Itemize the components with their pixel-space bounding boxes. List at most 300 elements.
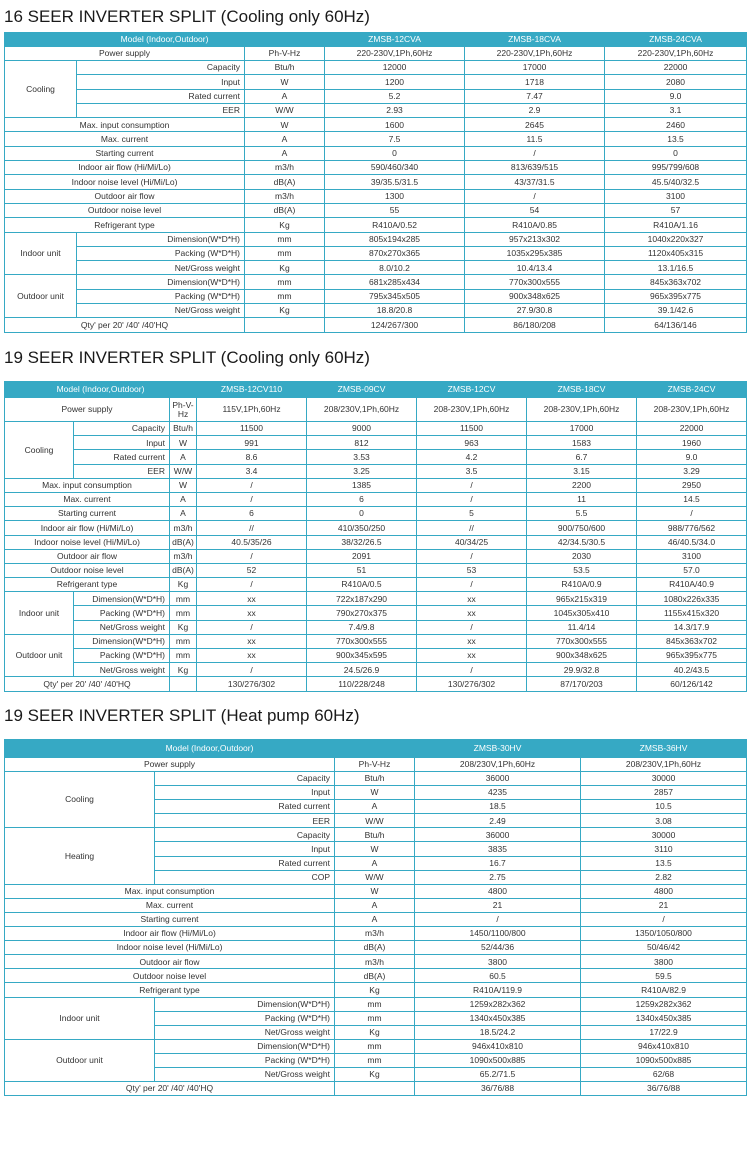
row-value: 1600 (325, 118, 465, 132)
row-value: / (417, 492, 527, 506)
row-value: 965x395x775 (637, 649, 747, 663)
row-unit: W/W (245, 103, 325, 117)
row-value: / (417, 549, 527, 563)
row-value: 2.93 (325, 103, 465, 117)
row-value: xx (197, 592, 307, 606)
row-value: 4235 (415, 786, 581, 800)
table-header-row (5, 33, 747, 47)
row-label: Outdoor air flow (5, 189, 245, 203)
table-row (5, 677, 747, 691)
row-unit: m3/h (245, 161, 325, 175)
row-value: 965x215x319 (527, 592, 637, 606)
row-label: Max. current (5, 492, 170, 506)
row-value: 2200 (527, 478, 637, 492)
row-value: 0 (307, 507, 417, 521)
row-value: / (197, 620, 307, 634)
row-unit: Btu/h (245, 61, 325, 75)
row-value: 208/230V,1Ph,60Hz (307, 398, 417, 422)
table-row (5, 758, 747, 772)
header-model-name: ZMSB-09CV (307, 382, 417, 398)
row-unit: A (335, 912, 415, 926)
section-title-19-seer-heat-pump: 19 SEER INVERTER SPLIT (Heat pump 60Hz) (4, 706, 360, 725)
table-row (5, 578, 747, 592)
row-value: 1340x450x385 (415, 1011, 581, 1025)
row-value: xx (197, 606, 307, 620)
header-model-name: ZMSB-18CVA (465, 33, 605, 47)
row-unit: m3/h (170, 549, 197, 563)
row-label: Qty' per 20' /40' /40'HQ (5, 318, 245, 332)
row-unit: A (170, 507, 197, 521)
row-unit: W (335, 786, 415, 800)
row-label: Max. current (5, 898, 335, 912)
row-value: 1080x226x335 (637, 592, 747, 606)
row-value: 60.5 (415, 969, 581, 983)
row-value: 7.47 (465, 89, 605, 103)
row-value: 18.5/24.2 (415, 1025, 581, 1039)
row-group-label: Cooling (5, 772, 155, 828)
row-value: 22000 (605, 61, 747, 75)
row-unit: A (335, 898, 415, 912)
section-title-16-seer-cooling: 16 SEER INVERTER SPLIT (Cooling only 60Hz) (4, 7, 370, 26)
row-label: Packing (W*D*H) (77, 289, 245, 303)
row-label: Outdoor air flow (5, 549, 170, 563)
header-model-name: ZMSB-18CV (527, 382, 637, 398)
row-group-label: Heating (5, 828, 155, 884)
row-group-label: Outdoor unit (5, 275, 77, 318)
table-row (5, 663, 747, 677)
row-value: 2.49 (415, 814, 581, 828)
row-label: Indoor air flow (Hi/Mi/Lo) (5, 521, 170, 535)
row-value: / (417, 478, 527, 492)
row-label: Packing (W*D*H) (155, 1053, 335, 1067)
row-value: 59.5 (581, 969, 747, 983)
table-row (5, 997, 747, 1011)
row-value: 946x410x810 (415, 1039, 581, 1053)
row-unit: dB(A) (245, 175, 325, 189)
row-value: 36000 (415, 828, 581, 842)
row-value: 2950 (637, 478, 747, 492)
row-label: Dimension(W*D*H) (74, 634, 170, 648)
row-value: xx (417, 649, 527, 663)
row-group-label: Indoor unit (5, 997, 155, 1039)
row-label: Refrigerant type (5, 218, 245, 232)
row-value: R410A/0.5 (307, 578, 417, 592)
row-value: 3100 (605, 189, 747, 203)
row-value: 590/460/340 (325, 161, 465, 175)
row-value: 1583 (527, 436, 637, 450)
row-label: Rated current (155, 856, 335, 870)
row-value: R410A/1.16 (605, 218, 747, 232)
row-label: Starting current (5, 507, 170, 521)
row-value: 1385 (307, 478, 417, 492)
row-unit: mm (245, 275, 325, 289)
row-value: 1155x415x320 (637, 606, 747, 620)
row-value: 3.08 (581, 814, 747, 828)
table-row (5, 606, 747, 620)
row-label: Indoor noise level (Hi/Mi/Lo) (5, 175, 245, 189)
row-value: 3.15 (527, 464, 637, 478)
row-value: 115V,1Ph,60Hz (197, 398, 307, 422)
table-row (5, 549, 747, 563)
row-unit (245, 318, 325, 332)
table-row (5, 61, 747, 75)
row-value: 65.2/71.5 (415, 1067, 581, 1081)
row-unit: Ph-V-Hz (335, 758, 415, 772)
row-value: 13.5 (605, 132, 747, 146)
header-model-name: ZMSB-12CV (417, 382, 527, 398)
row-value: 8.0/10.2 (325, 261, 465, 275)
row-value: 2857 (581, 786, 747, 800)
row-label: Indoor air flow (Hi/Mi/Lo) (5, 161, 245, 175)
row-value: 900/750/600 (527, 521, 637, 535)
row-label: Packing (W*D*H) (77, 246, 245, 260)
row-label: Outdoor air flow (5, 955, 335, 969)
row-value: 11500 (417, 422, 527, 436)
table-row (5, 563, 747, 577)
table-row (5, 146, 747, 160)
row-value: 53 (417, 563, 527, 577)
row-value: 36/76/88 (581, 1082, 747, 1096)
row-value: xx (417, 634, 527, 648)
row-value: 7.5 (325, 132, 465, 146)
row-value: R410A/119.9 (415, 983, 581, 997)
row-label: Outdoor noise level (5, 969, 335, 983)
table-row (5, 592, 747, 606)
row-value: 42/34.5/30.5 (527, 535, 637, 549)
row-value: 18.8/20.8 (325, 304, 465, 318)
row-value: 1200 (325, 75, 465, 89)
row-value: 130/276/302 (417, 677, 527, 691)
row-unit: Btu/h (170, 422, 197, 436)
row-value: 17000 (527, 422, 637, 436)
row-value: 43/37/31.5 (465, 175, 605, 189)
table-row (5, 318, 747, 332)
row-value: 11 (527, 492, 637, 506)
table-row (5, 649, 747, 663)
table-row (5, 47, 747, 61)
table-row (5, 175, 747, 189)
row-value: 3.1 (605, 103, 747, 117)
row-label: Rated current (74, 450, 170, 464)
row-value: 14.5 (637, 492, 747, 506)
row-unit: dB(A) (245, 203, 325, 217)
row-value: 3800 (581, 955, 747, 969)
row-unit: m3/h (170, 521, 197, 535)
table-row (5, 261, 747, 275)
row-value: / (197, 663, 307, 677)
row-value: / (417, 663, 527, 677)
row-label: Packing (W*D*H) (74, 606, 170, 620)
row-value: 46/40.5/34.0 (637, 535, 747, 549)
row-unit: m3/h (245, 189, 325, 203)
row-unit: mm (245, 289, 325, 303)
row-value: 1090x500x885 (415, 1053, 581, 1067)
row-value: 11.5 (465, 132, 605, 146)
header-model-name: ZMSB-24CVA (605, 33, 747, 47)
row-value: 2.82 (581, 870, 747, 884)
row-unit: W (245, 118, 325, 132)
row-value: xx (197, 649, 307, 663)
row-value: 722x187x290 (307, 592, 417, 606)
row-value: 1350/1050/800 (581, 927, 747, 941)
row-value: 1090x500x885 (581, 1053, 747, 1067)
row-unit: A (170, 450, 197, 464)
table-row (5, 436, 747, 450)
row-value: 1035x295x385 (465, 246, 605, 260)
row-value: 5.5 (527, 507, 637, 521)
table-row (5, 464, 747, 478)
row-label: Max. input consumption (5, 478, 170, 492)
row-unit: mm (335, 1053, 415, 1067)
row-label: Max. input consumption (5, 884, 335, 898)
row-label: Capacity (74, 422, 170, 436)
row-unit: Kg (170, 620, 197, 634)
row-unit (170, 677, 197, 691)
row-value: 110/228/248 (307, 677, 417, 691)
row-value: 53.5 (527, 563, 637, 577)
row-value: 8.6 (197, 450, 307, 464)
table-row (5, 634, 747, 648)
table-row (5, 941, 747, 955)
row-label: Input (77, 75, 245, 89)
row-label: Net/Gross weight (77, 261, 245, 275)
row-unit: mm (170, 606, 197, 620)
row-value: / (197, 578, 307, 592)
row-value: 30000 (581, 828, 747, 842)
row-value: 55 (325, 203, 465, 217)
row-unit: W (170, 436, 197, 450)
table-row (5, 772, 747, 786)
table-row (5, 828, 747, 842)
row-value: 1259x282x362 (415, 997, 581, 1011)
row-value: 57 (605, 203, 747, 217)
row-value: // (197, 521, 307, 535)
row-group-label: Outdoor unit (5, 634, 74, 677)
row-unit: W (335, 842, 415, 856)
table-row (5, 1039, 747, 1053)
row-value: 36/76/88 (415, 1082, 581, 1096)
row-value: 2080 (605, 75, 747, 89)
row-value: 24.5/26.9 (307, 663, 417, 677)
row-value: 27.9/30.8 (465, 304, 605, 318)
section-title-19-seer-cooling: 19 SEER INVERTER SPLIT (Cooling only 60Hz) (4, 348, 370, 367)
row-value: 17/22.9 (581, 1025, 747, 1039)
row-value: 2030 (527, 549, 637, 563)
row-value: 1960 (637, 436, 747, 450)
row-value: 57.0 (637, 563, 747, 577)
row-value: 39/35.5/31.5 (325, 175, 465, 189)
row-label: Net/Gross weight (155, 1067, 335, 1081)
row-value: R410A/0.85 (465, 218, 605, 232)
row-value: 410/350/250 (307, 521, 417, 535)
row-value: 681x285x434 (325, 275, 465, 289)
row-label: Power supply (5, 398, 170, 422)
table-row (5, 304, 747, 318)
header-model-label: Model (Indoor,Outdoor) (5, 740, 415, 758)
row-value: 6 (307, 492, 417, 506)
row-value: 29.9/32.8 (527, 663, 637, 677)
spec-table-19-seer-heat-pump (4, 739, 747, 1096)
row-label: Dimension(W*D*H) (155, 1039, 335, 1053)
row-label: Dimension(W*D*H) (77, 275, 245, 289)
row-value: 813/639/515 (465, 161, 605, 175)
header-model-label: Model (Indoor,Outdoor) (5, 382, 197, 398)
row-label: Net/Gross weight (74, 663, 170, 677)
row-value: / (417, 620, 527, 634)
row-value: 0 (325, 146, 465, 160)
row-value: 900x345x595 (307, 649, 417, 663)
table-row (5, 955, 747, 969)
row-group-label: Indoor unit (5, 592, 74, 635)
row-label: Capacity (155, 828, 335, 842)
row-group-label: Indoor unit (5, 232, 77, 275)
row-value: 40.5/35/26 (197, 535, 307, 549)
table-row (5, 620, 747, 634)
row-label: Refrigerant type (5, 578, 170, 592)
header-model-name: ZMSB-24CV (637, 382, 747, 398)
row-value: 16.7 (415, 856, 581, 870)
row-value: 3800 (415, 955, 581, 969)
row-label: EER (77, 103, 245, 117)
row-value: 6 (197, 507, 307, 521)
row-unit: mm (170, 592, 197, 606)
row-unit: dB(A) (170, 535, 197, 549)
row-label: Qty' per 20' /40' /40'HQ (5, 677, 170, 691)
row-unit: Ph-V-Hz (245, 47, 325, 61)
row-value: / (197, 478, 307, 492)
row-value: / (637, 507, 747, 521)
row-unit: Kg (245, 218, 325, 232)
row-value: 10.4/13.4 (465, 261, 605, 275)
row-value: 4.2 (417, 450, 527, 464)
row-label: Dimension(W*D*H) (74, 592, 170, 606)
row-value: xx (417, 606, 527, 620)
table-row (5, 161, 747, 175)
row-value: 208/230V,1Ph,60Hz (581, 758, 747, 772)
header-model-label: Model (Indoor,Outdoor) (5, 33, 325, 47)
row-label: Indoor air flow (Hi/Mi/Lo) (5, 927, 335, 941)
row-unit: mm (335, 1011, 415, 1025)
row-value: 30000 (581, 772, 747, 786)
row-value: 3.4 (197, 464, 307, 478)
row-value: 988/776/562 (637, 521, 747, 535)
row-value: 21 (581, 898, 747, 912)
row-value: 38/32/26.5 (307, 535, 417, 549)
row-value: 7.4/9.8 (307, 620, 417, 634)
row-label: Max. current (5, 132, 245, 146)
row-value: 845x363x702 (637, 634, 747, 648)
row-value: 12000 (325, 61, 465, 75)
row-value: 124/267/300 (325, 318, 465, 332)
row-value: 900x348x625 (465, 289, 605, 303)
header-model-name: ZMSB-30HV (415, 740, 581, 758)
row-value: 6.7 (527, 450, 637, 464)
row-value: 11500 (197, 422, 307, 436)
row-value: 2.75 (415, 870, 581, 884)
row-unit: mm (245, 246, 325, 260)
row-unit: Kg (245, 304, 325, 318)
row-value: 1040x220x327 (605, 232, 747, 246)
row-value: 51 (307, 563, 417, 577)
row-label: Power supply (5, 758, 335, 772)
row-value: 21 (415, 898, 581, 912)
row-value: 995/799/608 (605, 161, 747, 175)
row-value: 3.29 (637, 464, 747, 478)
row-value: 1120x405x315 (605, 246, 747, 260)
table-row (5, 189, 747, 203)
row-label: EER (74, 464, 170, 478)
row-value: 10.5 (581, 800, 747, 814)
row-value: 1259x282x362 (581, 997, 747, 1011)
row-label: Net/Gross weight (77, 304, 245, 318)
row-value: 2645 (465, 118, 605, 132)
row-value: / (465, 189, 605, 203)
table-row (5, 927, 747, 941)
row-value: xx (197, 634, 307, 648)
row-unit: mm (245, 232, 325, 246)
row-value: 770x300x555 (527, 634, 637, 648)
row-unit: A (245, 89, 325, 103)
row-value: 11.4/14 (527, 620, 637, 634)
table-row (5, 450, 747, 464)
row-label: Outdoor noise level (5, 203, 245, 217)
row-unit: W (245, 75, 325, 89)
table-row (5, 521, 747, 535)
row-value: 52/44/36 (415, 941, 581, 955)
row-label: Capacity (77, 61, 245, 75)
row-label: Indoor noise level (Hi/Mi/Lo) (5, 535, 170, 549)
table-row (5, 132, 747, 146)
header-model-name: ZMSB-36HV (581, 740, 747, 758)
row-value: 9.0 (605, 89, 747, 103)
row-value: / (415, 912, 581, 926)
table-row (5, 969, 747, 983)
row-value: 2460 (605, 118, 747, 132)
row-value: 14.3/17.9 (637, 620, 747, 634)
row-value: 17000 (465, 61, 605, 75)
row-label: Starting current (5, 912, 335, 926)
table-header-row (5, 382, 747, 398)
row-unit: Kg (245, 261, 325, 275)
row-value: 1300 (325, 189, 465, 203)
row-value: R410A/0.52 (325, 218, 465, 232)
row-label: COP (155, 870, 335, 884)
row-unit: Kg (335, 983, 415, 997)
row-value: 208/230V,1Ph,60Hz (415, 758, 581, 772)
row-value: 4800 (415, 884, 581, 898)
row-value: 790x270x375 (307, 606, 417, 620)
row-unit: W (170, 478, 197, 492)
row-unit: dB(A) (335, 969, 415, 983)
table-row (5, 983, 747, 997)
row-value: R410A/82.9 (581, 983, 747, 997)
row-value: 957x213x302 (465, 232, 605, 246)
row-value: 3.25 (307, 464, 417, 478)
spec-table-16-seer-cooling (4, 32, 747, 333)
row-value: 13.1/16.5 (605, 261, 747, 275)
row-label: Rated current (77, 89, 245, 103)
row-value: 4800 (581, 884, 747, 898)
row-value: 900x348x625 (527, 649, 637, 663)
row-value: 54 (465, 203, 605, 217)
row-unit: mm (335, 997, 415, 1011)
row-value: 770x300x555 (307, 634, 417, 648)
row-value: 45.5/40/32.5 (605, 175, 747, 189)
row-value: 50/46/42 (581, 941, 747, 955)
row-unit: m3/h (335, 927, 415, 941)
row-unit: Kg (335, 1067, 415, 1081)
header-model-name: ZMSB-12CV110 (197, 382, 307, 398)
